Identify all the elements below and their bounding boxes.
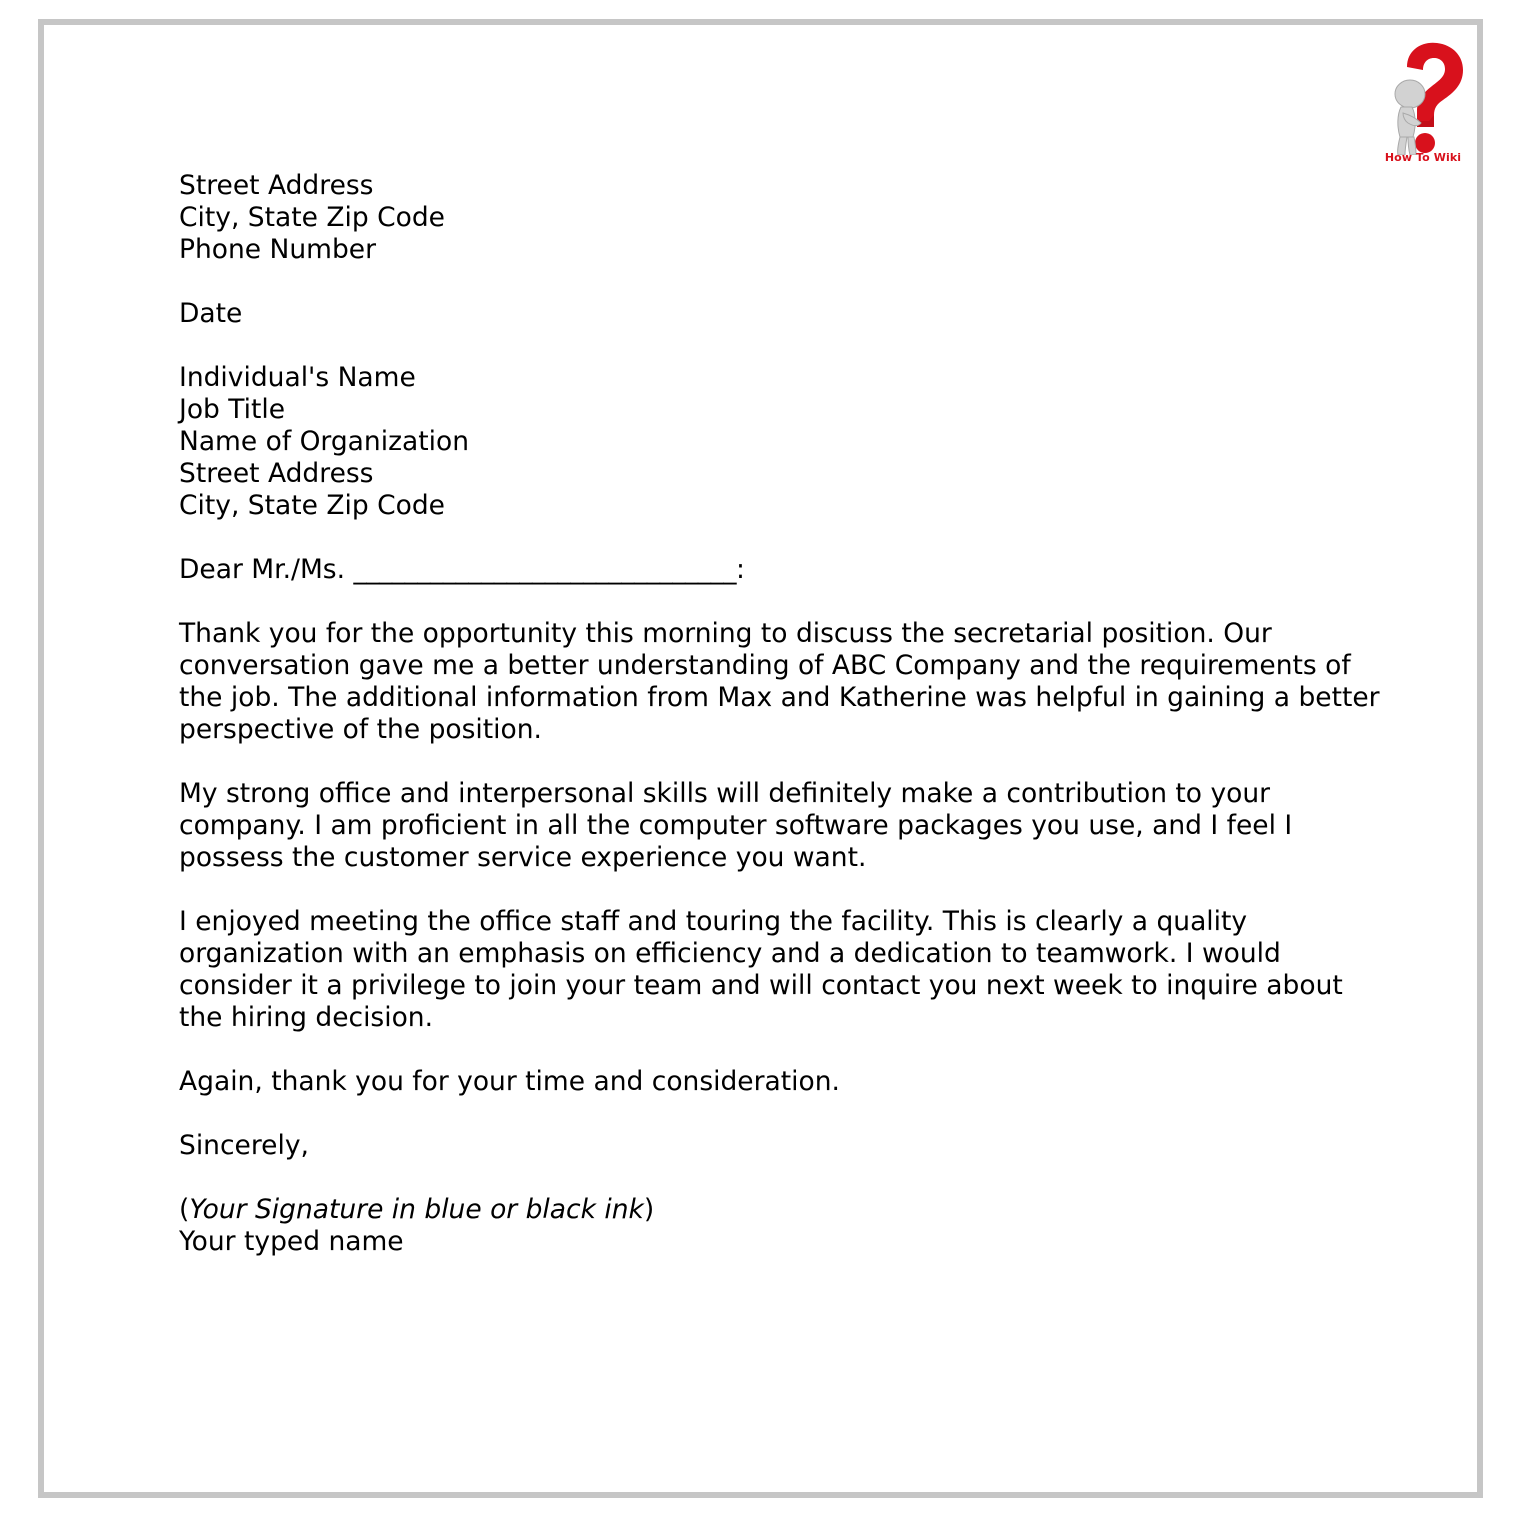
typed-name: Your typed name [179, 1226, 404, 1257]
signature-block [179, 1194, 1389, 1258]
date-block [179, 298, 1389, 330]
signature-instruction [179, 1194, 1389, 1226]
salutation-prefix: Dear Mr./Ms. [179, 554, 354, 585]
sender-city-state-zip: City, State Zip Code [179, 202, 445, 233]
recipient-job-title: Job Title [179, 394, 286, 425]
letter-date: Date [179, 298, 243, 329]
document-page-frame [38, 19, 1483, 1498]
recipient-city-state-zip: City, State Zip Code [179, 490, 445, 521]
sender-phone-number: Phone Number [179, 234, 376, 265]
salutation-line [179, 554, 1389, 586]
sender-address-block [179, 170, 1389, 266]
letter-body [179, 170, 1389, 1258]
how-to-wiki-logo [1377, 37, 1469, 185]
salutation-colon: : [735, 554, 745, 585]
recipient-address-block [179, 362, 1389, 522]
paragraph-2: My strong office and interpersonal skills will definitely make a contribution to your company. I am proficient in all the computer software packages you use, and I feel I possess the customer service experience you want. [179, 778, 1293, 873]
open-paren: ( [179, 1194, 190, 1225]
salutation-fill-blank: ______________________________ [353, 554, 736, 585]
paragraph-3: I enjoyed meeting the office staff and touring the facility. This is clearly a quality organization with an emphasis on efficiency and a dedication to teamwork. I would consider it a privilege to join your team and will contact you next week to inquire about the hiring decision. [179, 906, 1343, 1033]
paragraph-1: Thank you for the opportunity this morning to discuss the secretarial position. Our conversation gave me a better understanding of ABC Company and the requirements of the job. The additional information from Max and Katherine was helpful in gaining a better perspective of the position. [179, 618, 1380, 745]
sender-street-address: Street Address [179, 170, 374, 201]
valediction-block [179, 1130, 1389, 1162]
signature-instruction-text: Your Signature in blue or black ink [189, 1194, 644, 1225]
recipient-organization: Name of Organization [179, 426, 469, 457]
valediction: Sincerely, [179, 1130, 309, 1161]
question-mark-with-figure-icon [1377, 37, 1469, 155]
recipient-street-address: Street Address [179, 458, 374, 489]
document-page-surface [44, 25, 1477, 1492]
logo-wordmark: How To Wiki [1384, 151, 1462, 164]
recipient-name: Individual's Name [179, 362, 416, 393]
close-paren: ) [643, 1194, 655, 1225]
paragraph-4: Again, thank you for your time and consideration. [179, 1066, 840, 1097]
